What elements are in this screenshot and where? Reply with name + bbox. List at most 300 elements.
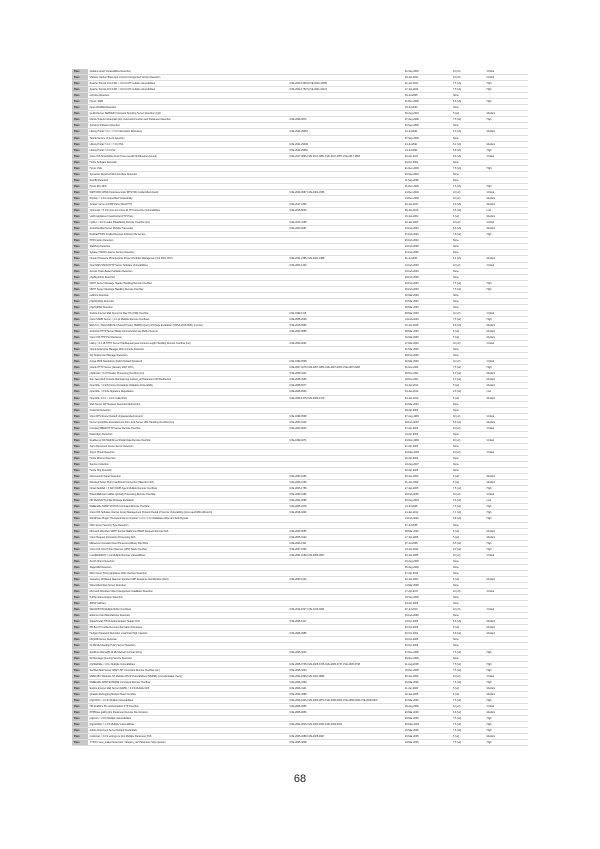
cell-severity: Critical [485, 703, 528, 709]
cell-severity: Medium [485, 111, 528, 117]
cell-published: 10-Oct-2005 [403, 619, 451, 625]
cell-cve: CVE-2005-0853 [287, 709, 403, 715]
cell-status: Pass [72, 177, 88, 183]
cell-status: Pass [72, 99, 88, 105]
cell-published: 25-Feb-2008 [403, 274, 451, 280]
cell-cvss: None [451, 159, 485, 165]
cell-cve: CVE-2005-2028 [287, 316, 403, 322]
cell-cvss: None [451, 353, 485, 359]
cell-published: 04-Jan-2012 [403, 389, 451, 395]
cell-plugin-name: Antivirus Software Detection [88, 123, 288, 129]
cell-cve: CVE-2021-29048 [287, 141, 403, 147]
cell-published: 23-Feb-2003 [403, 268, 451, 274]
table-row [72, 649, 528, 655]
cell-plugin-name: Sybase TCP/IP Listener Service Detection [88, 250, 288, 256]
cell-status: Pass [72, 292, 88, 298]
cell-severity: Critical [485, 449, 528, 455]
cell-cvss: None [451, 274, 485, 280]
cell-plugin-name: Openmail < 8.1.8 Linux-loc-cross-10 TP Connection Vulnerabilities [88, 208, 288, 214]
cell-cve: CVE-2008-4444 [287, 371, 403, 377]
cell-status: Pass [72, 268, 88, 274]
cell-status: Pass [72, 582, 88, 588]
cell-severity: Medium [485, 709, 528, 715]
cell-cvss: None [451, 292, 485, 298]
cell-severity: Low [485, 208, 528, 214]
cell-published: 01-Dec-2006 [403, 183, 451, 189]
cell-published: 02-Sep-2009 [403, 123, 451, 129]
cell-plugin-name: Cisco IOS Smart/Wise Ford (Cisco-sa-20170418-telnet-ground) [88, 153, 288, 159]
table-row [72, 667, 528, 673]
cell-cvss: 10 (v3) [451, 69, 485, 75]
cell-status: Pass [72, 709, 88, 715]
cell-cve: CVE-2005-4688,CVE-2005-4607 [287, 734, 403, 740]
cell-published: 15-Dec-2005 [403, 667, 451, 673]
cell-plugin-name: PikeshMailman-mailfile.cgi Daily Processing Remote Overflow [88, 492, 288, 498]
cell-cve: CVE-2017-2300 [287, 202, 403, 208]
cell-cve: CVE-2003-1004 [287, 576, 403, 582]
cell-plugin-name: Service Collection [88, 462, 288, 468]
cell-cvss: 10 (v2) [451, 195, 485, 201]
cell-status: Pass [72, 486, 88, 492]
cell-published: 11-Jan-2006 [403, 685, 451, 691]
cell-published: 01-Dec-2006 [403, 99, 451, 105]
cell-status: Pass [72, 183, 88, 189]
cell-published: 30-Oct-2001 [403, 631, 451, 637]
cell-published: 03-Mar-2006 [403, 716, 451, 722]
cell-published: 14-Feb-2003 [403, 316, 451, 322]
cell-cve: CVE-2004-0688 [287, 498, 403, 504]
cell-severity: High [485, 679, 528, 685]
cell-severity: High [485, 286, 528, 292]
cell-plugin-name: NNTP Server Message Handling Remote Overflow [88, 286, 288, 292]
cell-severity: Medium [485, 631, 528, 637]
cell-published: 14-Mar-2008 [403, 582, 451, 588]
cell-cvss: 7.8 (v2) [451, 232, 485, 238]
cell-status: Pass [72, 468, 88, 474]
cell-status: Pass [72, 655, 88, 661]
cell-cvss: 4.3 (v2) [451, 377, 485, 383]
cell-cvss: None [451, 268, 485, 274]
cell-cvss: 6.5 (v2) [451, 540, 485, 546]
cell-cvss: 7.5 (v2) [451, 365, 485, 371]
cell-cvss: 7.5 (v3) [451, 81, 485, 87]
cell-severity: Critical [485, 75, 528, 81]
cell-status: Pass [72, 589, 88, 595]
cell-status: Pass [72, 232, 88, 238]
cell-severity: Critical [485, 607, 528, 613]
cell-plugin-name: DNC Cloud Timing Appliance Web Interface Detection [88, 570, 288, 576]
cell-status: Pass [72, 697, 88, 703]
cell-published: 10-Feb-2003 [403, 226, 451, 232]
cell-severity: Critical [485, 437, 528, 443]
cell-severity: Medium [485, 534, 528, 540]
cell-published: 19-Feb-2008 [403, 244, 451, 250]
cell-published: 05-Jan-2016 [403, 208, 451, 214]
table-row [72, 359, 528, 365]
cell-plugin-name: Nerve/ QoopWise Entertainment Peru Junk Server URL Handling Overflow (Lin) [88, 419, 288, 425]
cell-status: Pass [72, 679, 88, 685]
cell-plugin-name: Qualisto Debugging Method Heart Overflow [88, 691, 288, 697]
cell-severity: Medium [485, 256, 528, 262]
cell-cve: CVE-1999-1115 [287, 310, 403, 316]
cell-published: 09-Aug-2006 [403, 703, 451, 709]
cell-cve: CVE-2003-0146 [287, 419, 403, 425]
cell-cvss: 7.5 (v2) [451, 728, 485, 734]
cell-cvss: 7.5 (v2) [451, 716, 485, 722]
cell-severity: High [485, 722, 528, 728]
cell-published: 23-Jan-2003 [403, 220, 451, 226]
cell-cve: CVE-2005-3985 [287, 631, 403, 637]
table-row [72, 208, 528, 214]
cell-status: Pass [72, 214, 88, 220]
cell-status: Pass [72, 601, 88, 607]
cell-published: 01-Jan-2021 [403, 81, 451, 87]
cell-plugin-name: Oracle HTTP Server (January 2007 CPU) [88, 365, 288, 371]
cell-cvss: None [451, 655, 485, 661]
cell-cvss: 2.6 (v2) [451, 389, 485, 395]
cell-plugin-name: Open WebMail Detection [88, 105, 288, 111]
cell-status: Pass [72, 449, 88, 455]
cell-cvss: 7.5 (v2) [451, 661, 485, 667]
cell-status: Pass [72, 93, 88, 99]
cell-plugin-name: Microsoft Windows Vista Unsupported Installation Detection [88, 589, 288, 595]
cell-status: Pass [72, 661, 88, 667]
cell-status: Pass [72, 250, 88, 256]
cell-published: 06-Mar-2003 [403, 304, 451, 310]
cell-status: Pass [72, 316, 88, 322]
cell-cvss: None [451, 468, 485, 474]
cell-severity: High [485, 716, 528, 722]
cell-plugin-name: Hyvos IPC-NFS [88, 183, 288, 189]
cell-status: Pass [72, 226, 88, 232]
cell-cve: CVE-2004-4689 [287, 691, 403, 697]
cell-status: Pass [72, 462, 88, 468]
cell-cve: CVE-2008-5077 [287, 383, 403, 389]
cell-published: 28-Jan-2021 [403, 75, 451, 81]
cell-plugin-name: NNC Server Security Type Detection [88, 522, 288, 528]
cell-status: Pass [72, 558, 88, 564]
cell-cve: CVE-2021-2386,CVE-2021-2388 [287, 256, 403, 262]
cell-cvss: None [451, 637, 485, 643]
cell-status: Pass [72, 220, 88, 226]
cell-status: Pass [72, 171, 88, 177]
cell-published: 01-Dec-2006 [403, 165, 451, 171]
cell-cvss: None [451, 93, 485, 99]
cell-plugin-name: PyPhp Game Engine Detection [88, 595, 288, 601]
cell-plugin-name: Allyon Xfresh Detection [88, 449, 288, 455]
cell-plugin-name: MSMI 65C Windows NT Multiple DHCP Vulnerabilities (MS06B) (uncredentialed check) [88, 673, 288, 679]
cell-cvss: None [451, 558, 485, 564]
cell-plugin-name: MailEnable SMAP STATUS Command Remote Overflow [88, 504, 288, 510]
cell-cvss: None [451, 456, 485, 462]
table-row [72, 740, 528, 746]
cell-severity: Medium [485, 383, 528, 389]
cell-plugin-name: Horde Software Detection [88, 159, 288, 165]
cell-severity: High [485, 697, 528, 703]
cell-plugin-name: RemBit Detection [88, 177, 288, 183]
cell-severity: High [485, 165, 528, 171]
cell-cvss: None [451, 643, 485, 649]
cell-status: Pass [72, 129, 88, 135]
cell-cvss: None [451, 401, 485, 407]
cell-status: Pass [72, 195, 88, 201]
cell-cvss: 7.5 (v2) [451, 280, 485, 286]
cell-published: 07-Nov-2005 [403, 649, 451, 655]
cell-cvss: 6.1 (v3) [451, 141, 485, 147]
cell-severity: High [485, 316, 528, 322]
cell-severity: High [485, 99, 528, 105]
cell-status: Pass [72, 522, 88, 528]
cell-cve: CVE-2006-0446,CVE-2006-0870,CVE-2006-0903,CVE-2006-0946,CVE-2006-0947 [287, 697, 403, 703]
cell-severity: Critical [485, 153, 528, 159]
cell-cvss: 7.5 (v2) [451, 316, 485, 322]
cell-cve: CVE-2007-0279,CVE-2007-0286,CVE-2007-0281,CVE-2007-0283 [287, 365, 403, 371]
cell-cvss: None [451, 582, 485, 588]
cell-cvss: 7.5 (v2) [451, 697, 485, 703]
cell-cvss: 10 (v3) [451, 75, 485, 81]
cell-cvss: None [451, 135, 485, 141]
cell-status: Pass [72, 667, 88, 673]
cell-plugin-name: WordPress Plugin 'ThemeGrill Demo Importer' 1.3.4 < 1.6.3 Database Wipe and Auth Bypass [88, 516, 288, 522]
cell-plugin-name: Wrecked Telnet Proxy Insufficient Connection (Macolino link) [88, 480, 288, 486]
cell-cve: CVE-2021-29052 [287, 147, 403, 153]
cell-status: Pass [72, 286, 88, 292]
cell-published: 31-Nov-2011 [403, 365, 451, 371]
cell-severity: Medium [485, 129, 528, 135]
table-row [72, 504, 528, 510]
cell-severity: Medium [485, 480, 528, 486]
cell-published: 07-Feb-2003 [403, 232, 451, 238]
cell-severity: High [485, 280, 528, 286]
cell-severity: High [485, 232, 528, 238]
cell-cvss: None [451, 298, 485, 304]
cell-cve: CVE-2018-0200 [287, 510, 403, 516]
cell-cve: CVE-2004-0687,CVE-2004-1586 [287, 189, 403, 195]
cell-published: 06-Aug-2004 [403, 111, 451, 117]
cell-cvss: 10 (v2) [451, 425, 485, 431]
cell-published: 06-Mar-2006 [403, 679, 451, 685]
cell-plugin-name: Adobe Document Server Default Credentials [88, 728, 288, 734]
cell-cvss: 8.8 (v3) [451, 322, 485, 328]
cell-cvss: 5 (v2) [451, 214, 485, 220]
cell-cve: CVE-2004-1191 [287, 540, 403, 546]
cell-status: Pass [72, 262, 88, 268]
cell-cvss: None [451, 407, 485, 413]
cell-cvss: None [451, 244, 485, 250]
cell-cvss: 7.5 (v3) [451, 183, 485, 189]
cell-published: 17-Jan-2021 [403, 87, 451, 93]
cell-plugin-name: Grafana Grant Vulnerabilites Detection [88, 69, 288, 75]
cell-published: 02-Oct-2009 [403, 643, 451, 649]
cell-severity: Medium [485, 322, 528, 328]
cell-plugin-name: Sudora Internet Mail Server for Mac OS (ODR Overflow [88, 310, 288, 316]
cell-plugin-name: SpoRme MaxnaQ5 dll Mkt Refresh Format String [88, 649, 288, 655]
cell-status: Pass [72, 135, 88, 141]
cell-status: Pass [72, 322, 88, 328]
cell-plugin-name: php/UpPAD Detection [88, 304, 288, 310]
cell-cve: CVE-2021-29053 [287, 129, 403, 135]
cell-status: Pass [72, 564, 88, 570]
cell-plugin-name: Apache Tomcat 10.0.0-M1 < 10.0.0-M7 multiple vulnerabilities [88, 81, 288, 87]
cell-severity: Critical [485, 220, 528, 226]
cell-cvss: 5 (v2) [451, 734, 485, 740]
vulnerability-table-body [72, 69, 528, 746]
cell-status: Pass [72, 716, 88, 722]
cell-plugin-name: HD Realtime Pre-authentication FTP Overflow [88, 703, 288, 709]
cell-cvss: 3.6 (v2) [451, 498, 485, 504]
cell-published: 17-Mar-2003 [403, 341, 451, 347]
cell-severity: High [485, 728, 528, 734]
cell-status: Pass [72, 480, 88, 486]
cell-cve: CVE-2005-1758 [287, 486, 403, 492]
cell-plugin-name: OpenVMS SHoD HTTP Server Software Vulnerabilities [88, 262, 288, 268]
cell-severity: Medium [485, 691, 528, 697]
cell-cve: CVE-2004-0519,CVE-2004-4530,CVE-2004-0021 [287, 722, 403, 728]
cell-cvss: 4.3 (v3) [451, 129, 485, 135]
cell-cve: CVE-2008-4950 [287, 377, 403, 383]
cell-cvss: None [451, 601, 485, 607]
cell-published: 21-Apr-2003 [403, 443, 451, 449]
cell-cvss: None [451, 171, 485, 177]
cell-status: Pass [72, 498, 88, 504]
cell-cvss: 7.5 (v2) [451, 722, 485, 728]
table-row [72, 256, 528, 262]
cell-cvss: 10 (v2) [451, 262, 485, 268]
table-row [72, 437, 528, 443]
cell-plugin-name: PD-Box IP Cookie Remote Information Disclosure [88, 625, 288, 631]
cell-cve: CVE-2005-3735,CVE-2005-3736,CVE-2005-3737,CVE-2005-3738 [287, 661, 403, 667]
cell-published: 26-Apr-2004 [403, 456, 451, 462]
cell-severity: High [485, 510, 528, 516]
cell-cve: CVE-2018-6950 [287, 322, 403, 328]
cell-plugin-name: SQ Deployment Manager Detection [88, 353, 288, 359]
cell-published: 05-May-2004 [403, 722, 451, 728]
cell-cvss: 9.3 (v2) [451, 546, 485, 552]
cell-published: 11-Sep-2008 [403, 177, 451, 183]
cell-published: 17-Apr-2017 [403, 589, 451, 595]
cell-plugin-name: ArduGVA Mail Server Multiple Traversals [88, 226, 288, 232]
cell-cvss: 9.8 (v3) [451, 153, 485, 159]
cell-published: 17-Jan-2005 [403, 486, 451, 492]
cell-plugin-name: Hedgun Password Reminder email Field SQL Injection [88, 631, 288, 637]
cell-published: 14-Jul-2021 [403, 129, 451, 135]
cell-status: Pass [72, 238, 88, 244]
cell-cvss: 10 (v2) [451, 359, 485, 365]
cell-published: 26-Feb-2003 [403, 286, 451, 292]
cell-published: 16-Aug-2005 [403, 558, 451, 564]
cell-cvss: 5 (v2) [451, 474, 485, 480]
cell-cve: CVE-1999-0271 [287, 437, 403, 443]
cell-published: 01-Mar-2006 [403, 697, 451, 703]
cell-cve: CVE-2004-0399,CVE-2004-0899 [287, 673, 403, 679]
cell-status: Pass [72, 280, 88, 286]
cell-plugin-name: Xarru Document Centre Server Detection [88, 443, 288, 449]
cell-published: 22-Jan-2003 [403, 576, 451, 582]
table-row [72, 552, 528, 558]
cell-status: Pass [72, 534, 88, 540]
table-row [72, 316, 528, 322]
table-row [72, 679, 528, 685]
cell-status: Pass [72, 504, 88, 510]
cell-cvss: 10 (v2) [451, 189, 485, 195]
cell-cvss: 5 (v2) [451, 111, 485, 117]
cell-plugin-name: PHP-Fusion Detection [88, 238, 288, 244]
table-row [72, 341, 528, 347]
cell-severity: High [485, 540, 528, 546]
table-row [72, 419, 528, 425]
cell-published: 13-Dec-2008 [403, 195, 451, 201]
cell-cvss: 5 (v2) [451, 576, 485, 582]
cell-cvss: None [451, 462, 485, 468]
cell-plugin-name: phpEmail < 6.3.6 Header Processing Overflow (Lin) [88, 371, 288, 377]
cell-plugin-name: EDS 5.0 < Build 2089724 (Saved Protect SNMPQ Query) Privilege Escalation (VMSA-2018-0001) (remote) [88, 322, 288, 328]
cell-cvss: None [451, 570, 485, 576]
cell-cve: CVE-2003-0858 [287, 329, 403, 335]
cell-severity: Medium [485, 226, 528, 232]
cell-published: 14-Dec-2004 [403, 189, 451, 195]
table-row [72, 371, 528, 377]
cell-published: 14-Feb-2020 [403, 516, 451, 522]
cell-severity: Low [485, 389, 528, 395]
cell-plugin-name: Compaq WBEM HTTP Server Remote Overflow [88, 425, 288, 431]
cell-cve: CVE-2003-0156 [287, 474, 403, 480]
cell-status: Pass [72, 576, 88, 582]
cell-published: 01-Jan-1999 [403, 480, 451, 486]
cell-plugin-name: CLDS Membership Policy Server Detection [88, 643, 288, 649]
cell-status: Pass [72, 359, 88, 365]
cell-cvss: None [451, 443, 485, 449]
cell-plugin-name: Cisco Request Impression Processing DoS [88, 534, 288, 540]
cell-status: Pass [72, 159, 88, 165]
cell-plugin-name: Horde Hog Detection [88, 468, 288, 474]
cell-status: Pass [72, 353, 88, 359]
cell-plugin-name: pdpCom < 2.8.0 Multiple Vulnerabilities [88, 716, 288, 722]
cell-status: Pass [72, 552, 88, 558]
cell-plugin-name: Symantec Reported Web Interface Detection [88, 171, 288, 177]
cell-cvss: None [451, 564, 485, 570]
cell-plugin-name: Access Trace-Based Software Detection [88, 268, 288, 274]
cell-cve: CVE-2008-3872 [287, 117, 403, 123]
cell-cve: CVE-2020-13934,CVE-2020-13935 [287, 81, 403, 87]
cell-plugin-name: NIQLDB Server Detection [88, 637, 288, 643]
cell-published: 08-Apr-2003 [403, 407, 451, 413]
cell-cvss: 6.8 (v3) [451, 147, 485, 153]
cell-status: Pass [72, 189, 88, 195]
cell-plugin-name: Avaya PDIII Standalone Switch Default Password [88, 359, 288, 365]
cell-cvss: 6.4 (v3) [451, 256, 485, 262]
cell-status: Pass [72, 722, 88, 728]
cell-status: Pass [72, 607, 88, 613]
cell-cvss: 6.5 (v3) [451, 99, 485, 105]
cell-cvss: 7.5 (v2) [451, 504, 485, 510]
cell-published: 20-Mar-2006 [403, 709, 451, 715]
cell-severity: Critical [485, 359, 528, 365]
cell-severity: Medium [485, 619, 528, 625]
cell-plugin-name: Gameboy 3D Based Daemon Spoofed UDP Response Identification (DoS) [88, 576, 288, 582]
cell-status: Pass [72, 371, 88, 377]
cell-status: Pass [72, 456, 88, 462]
cell-plugin-name: RealServer DD Mathfirmed Partial Data Remote Overflow [88, 437, 288, 443]
cell-status: Pass [72, 619, 88, 625]
cell-cvss: 7.1 (v2) [451, 510, 485, 516]
cell-plugin-name: Juniper Junos xml RIP DoS (JSA10777) [88, 202, 288, 208]
cell-cvss: 4.3 (v2) [451, 371, 485, 377]
cell-cvss: 5 (v2) [451, 335, 485, 341]
cell-status: Pass [72, 81, 88, 87]
cell-status: Pass [72, 274, 88, 280]
table-row [72, 709, 528, 715]
cell-published: 23-Oct-2005 [403, 637, 451, 643]
